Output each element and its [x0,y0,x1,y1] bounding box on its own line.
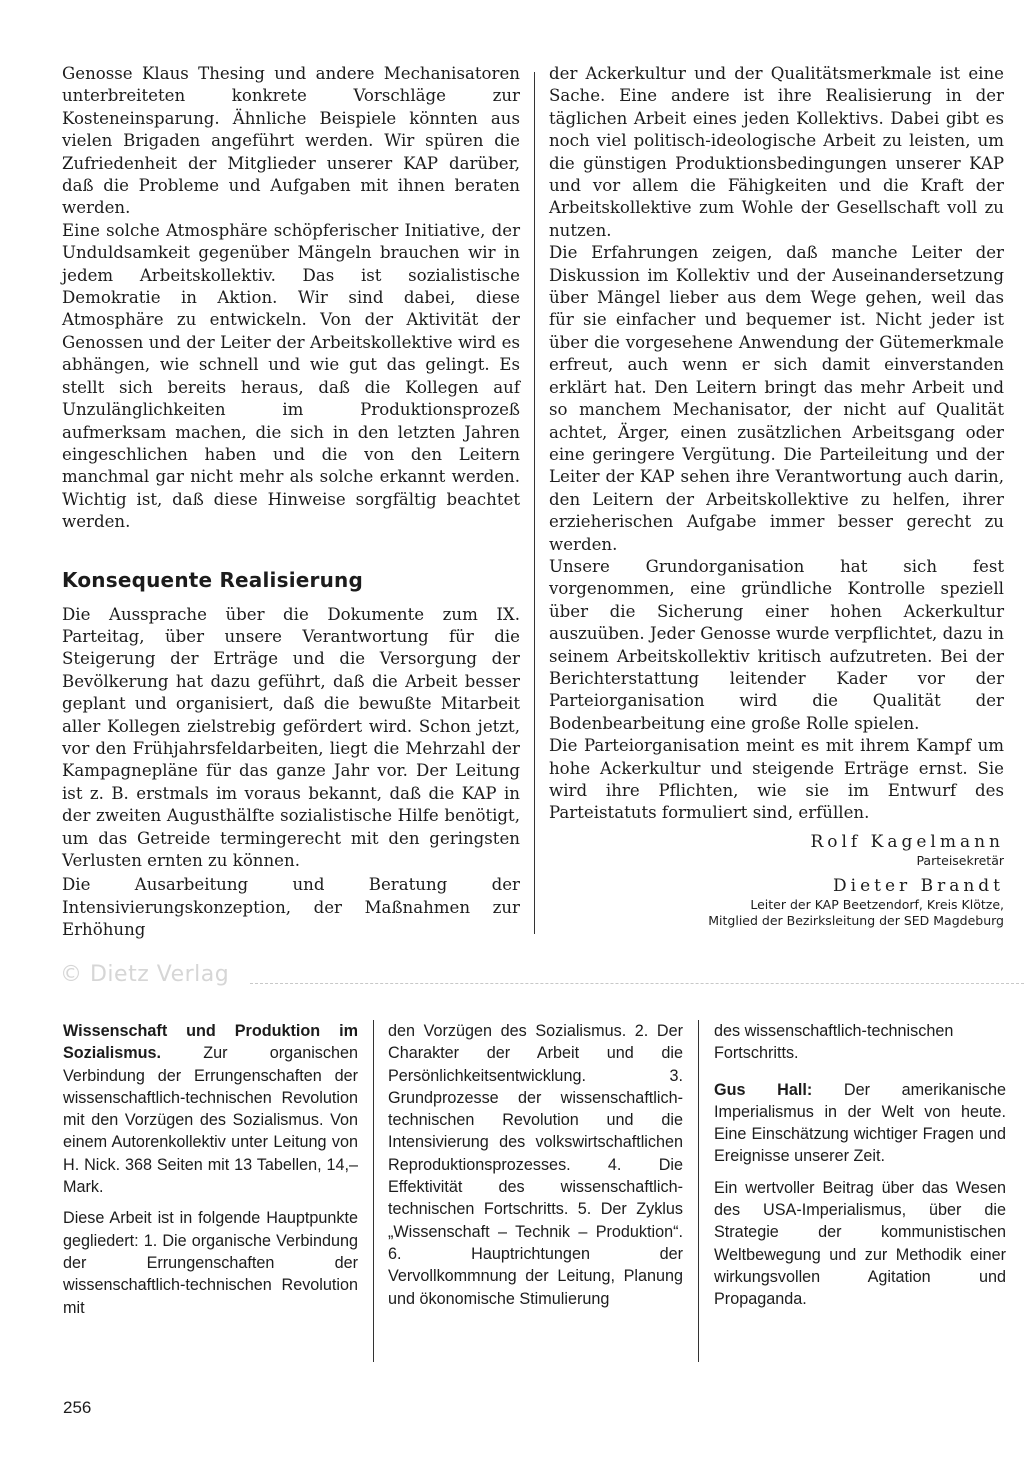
column-divider [534,72,535,934]
article-paragraph: Eine solche Atmosphäre schöpferischer Initiative, der Unduldsamkeit gegenüber Mängeln brauchen wir in jedem Arbeitskollektiv. Das ist sozialistische Demokratie in Aktion. Wir sind dabei, diese Atmosphäre zu entwickeln. Von der Aktivität der Genossen und der Leiter der Arbeitskollektive wird es abhängen, wie schnell und wie gut das gelingt. Es stellt sich bereits heraus, daß die Kollegen auf Unzulänglichkeiten im Produktionsprozeß aufmerksam machen, die sich in den letzten Jahren eingeschlichen haben und die von den Leitern manchmal gar nicht mehr als solche erkannt werden. Wichtig ist, daß diese Hinweise sorgfältig beachtet werden. [62,220,520,532]
book-notice-column [388,1020,683,1319]
book-notice-paragraph: Diese Arbeit ist in folgende Hauptpunkte gegliedert: 1. Die organische Verbindung der Errungenschaften der wissenschaftlich-technischen Revolution mit [63,1209,358,1317]
section-separator [250,983,1024,984]
column-divider [373,1020,374,1362]
article-right-column [549,63,1004,929]
article-paragraph: Die Aussprache über die Dokumente zum IX. Parteitag, über unsere Verantwortung für die Steigerung der Erträge und die Versorgung der Bevölkerung hat dazu geführt, daß die Arbeit besser geplant und organisiert, daß die bewußte Mitarbeit aller Kollegen zielstrebig gefördert wird. Schon jetzt, vor den Frühjahrsfeldarbeiten, liegt die Mehrzahl der Kampagnepläne für das ganze Jahr vor. Der Leitung ist z. B. erstmals im voraus bekannt, daß die KAP in der zweiten Augusthälfte sozialistische Hilfe benötigt, um das Getreide termingerecht mit den geringsten Verlusten ernten zu können. [62,604,520,870]
signature-role: Leiter der KAP Beetzendorf, Kreis Klötze, [750,896,1004,912]
book-title: Gus Hall: [714,1080,813,1099]
section-heading: Konsequente Realisierung [62,567,363,592]
book-description: Der amerikanische Imperialismus in der Welt von heute. Eine Einschätzung wichtiger Fragen und Ereignisse unserer Zeit. [714,1080,1007,1166]
column-divider [698,1020,699,1362]
book-notice-paragraph: des wissenschaftlich-technischen Fortschritts. [714,1022,954,1063]
book-notice-column [714,1020,1006,1320]
signature-block [549,875,1004,929]
article-paragraph: der Ackerkultur und der Qualitätsmerkmale ist eine Sache. Eine andere ist ihre Realisierung in der täglichen Arbeit eines jeden Kollektivs. Dabei gibt es noch viel politisch-ideologische Arbeit zu leisten, um die günstigen Produktionsbedingungen unserer KAP und vor allem die Fähigkeiten und die Kraft der Arbeitskollektive zum Wohle der Gesellschaft voll zu nutzen. [549,64,1004,240]
book-notice-paragraph: den Vorzügen des Sozialismus. 2. Der Charakter der Arbeit und die Persönlichkeitsentwicklung. 3. Grundprozesse der wissenschaftlich-technischen Revolution und die Intensivierung des volkswirtschaftlichen Reproduktionsprozesses. 4. Die Effektivität des wissenschaftlich-technischen Fortschritts. 5. Der Zyklus „Wissenschaft – Technik – Produktion“. 6. Hauptrichtungen der Vervollkommnung der Leitung, Planung und ökonomische Stimulierung [388,1022,683,1308]
signature-role: Mitglied der Bezirksleitung der SED Magdeburg [708,912,1004,928]
article-paragraph: Die Ausarbeitung und Beratung der Intensivierungskonzeption, der Maßnahmen zur Erhöhung [62,875,520,940]
page-number: 256 [63,1398,92,1417]
book-notice-paragraph: Ein wertvoller Beitrag über das Wesen des USA-Imperialismus, über die Strategie der kommunistischen Weltbewegung und zur Methodik einer wirkungsvollen Agitation und Propaganda. [714,1178,1006,1309]
signature-block [549,831,1004,869]
article-paragraph: Unsere Grundorganisation hat sich fest vorgenommen, eine gründliche Kontrolle speziell über die Sicherung einer hohen Ackerkultur auszuüben. Jeder Genosse wurde verpflichtet, dazu in seinem Arbeitskollektiv kritisch aufzutreten. Bei der Berichterstattung leitender Kader vor der Parteiorganisation wird die Qualität der Bodenbearbeitung eine große Rolle spielen. [549,556,1004,733]
article-paragraph: Die Erfahrungen zeigen, daß manche Leiter der Diskussion im Kollektiv und der Auseinandersetzung über Mängel lieber aus dem Wege gehen, weil das für sie einfacher und bequemer ist. Nicht jeder ist über die vorgesehene Anwendung der Gütemerkmale erfreut, auch wenn er sich damit einverstanden erklärt hat. Den Leitern bringt das mehr Arbeit und so manchem Mechanisator, der nicht auf Qualität achtet, Ärger, einen zusätzlichen Arbeitsgang oder eine geringere Vergütung. Die Parteileitung und der Leiter der KAP sehen ihre Verantwortung auch darin, den Leitern der Arbeitskollektive zu helfen, ihrer erzieherischen Aufgabe immer besser gerecht zu werden. [549,243,1004,554]
article-paragraph: Die Parteiorganisation meint es mit ihrem Kampf um hohe Ackerkultur und steigende Erträge ernst. Sie wird ihre Pflichten, wie sie im Entwurf des Parteistatuts formuliert sind, erfüllen. [549,736,1004,823]
signature-name: Rolf Kagelmann [810,831,1004,852]
book-title: Wissenschaft und Produktion im Sozialismus. [63,1022,358,1063]
book-description: Zur organischen Verbindung der Errungenschaften der wissenschaftlich-technischen Revolution mit den Vorzügen des Sozialismus. Von einem Autorenkollektiv unter Leitung von H. Nick. 368 Seiten mit 13 Tabellen, 14,– Mark. [63,1044,358,1197]
book-notice-column [63,1020,358,1328]
article-paragraph: Genosse Klaus Thesing und andere Mechanisatoren unterbreiteten konkrete Vorschläge zur Kosteneinsparung. Ähnliche Beispiele könnten aus vielen Brigaden angeführt werden. Wir spüren die Zufriedenheit der Mitglieder unserer KAP darüber, daß die Probleme und Aufgaben mit ihnen beraten werden. [62,64,520,218]
book-notice-paragraph [714,1079,1006,1168]
signature-role: Parteisekretär [916,852,1004,868]
article-left-column [62,63,520,942]
publisher-watermark: © Dietz Verlag [60,962,230,987]
book-notice-paragraph [63,1020,358,1198]
signature-name: Dieter Brandt [833,875,1004,896]
